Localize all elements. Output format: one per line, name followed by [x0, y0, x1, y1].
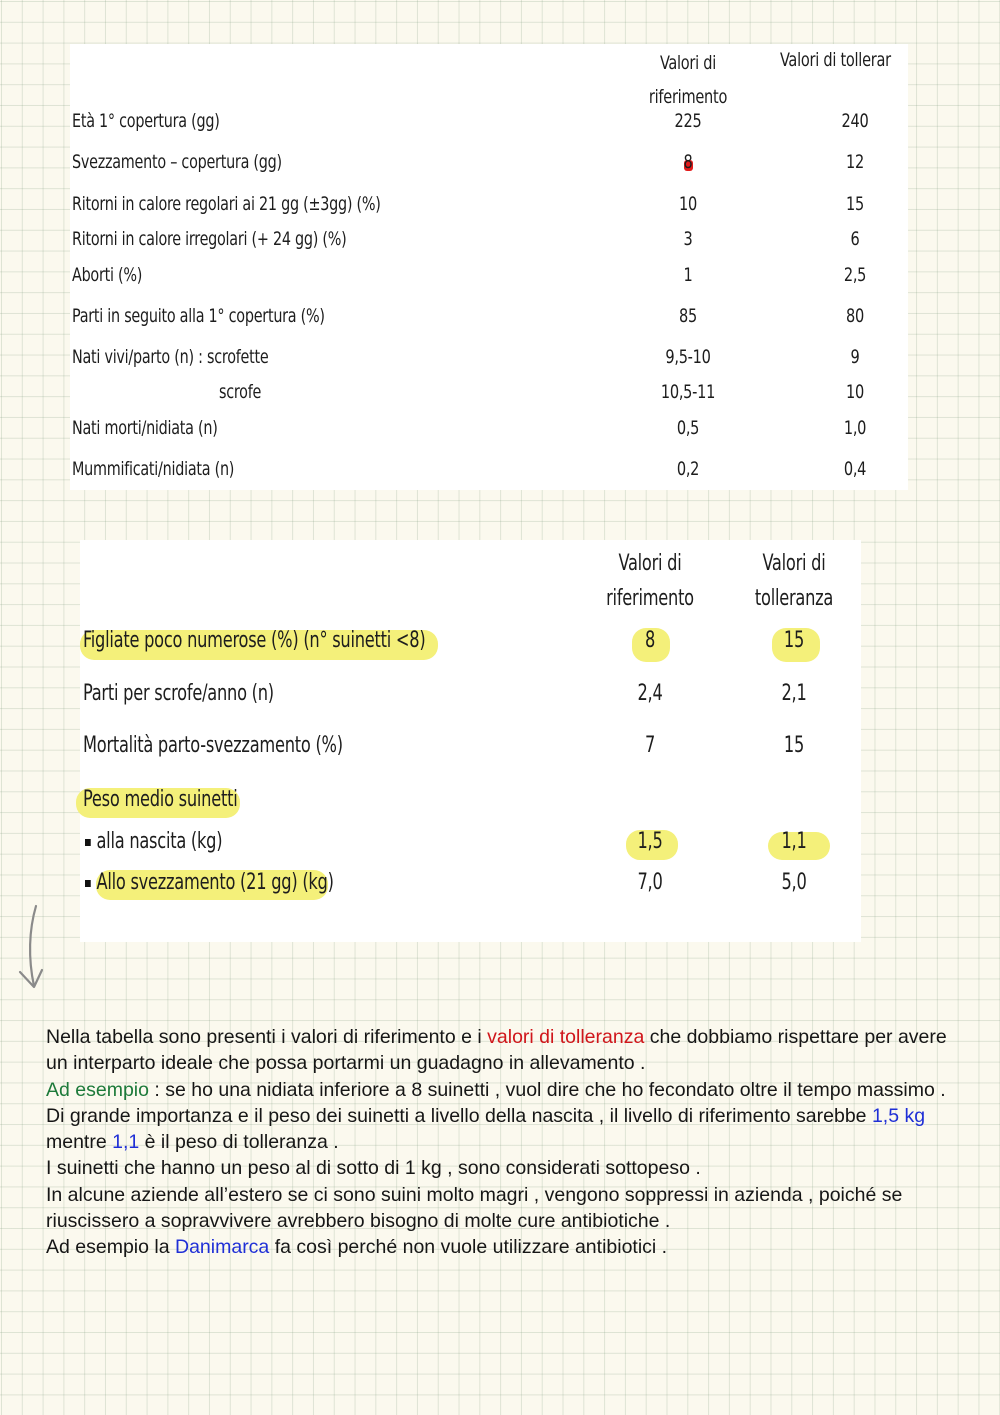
header-reference: Valori di riferimento [606, 551, 694, 611]
note-text: è il peso di tolleranza . [139, 1131, 339, 1154]
row-ref-value: 1 [683, 264, 693, 286]
row-label [85, 870, 334, 895]
note-text: mentre [46, 1131, 113, 1154]
row-label: Parti in seguito alla 1° copertura (%) [72, 305, 325, 327]
row-tol-value: 1,1 [781, 829, 807, 854]
row-ref-value: 0,5 [676, 417, 700, 439]
row-ref-value: 10,5-11 [660, 381, 716, 403]
row-label: Ritorni in calore irregolari (+ 24 gg) (%) [72, 228, 347, 250]
note-paragraph: I suinetti che hanno un peso al di sotto di 1 kg , sono considerati sottopeso . [46, 1157, 701, 1180]
row-tol-value: 15 [783, 628, 805, 653]
row-tol-value: 80 [846, 305, 864, 327]
row-ref-value: 0,2 [676, 458, 700, 480]
row-ref-value: 10 [679, 193, 697, 215]
note-paragraph [46, 1077, 966, 1103]
row-tol-value: 2,1 [781, 681, 807, 706]
row-tol-value: 2,5 [843, 264, 867, 286]
note-text-blue: Danimarca [175, 1236, 270, 1259]
row-tol-value: 12 [846, 151, 864, 173]
row-ref-value: 225 [674, 110, 702, 132]
row-tol-value: 0,4 [843, 458, 867, 480]
row-label: Età 1° copertura (gg) [72, 110, 220, 132]
note-paragraph [46, 1024, 966, 1077]
row-label: Figliate poco numerose (%) (n° suinetti <8) [83, 628, 426, 653]
row-ref-value: 1,5 [637, 829, 663, 854]
row-label-text: alla nascita (kg) [96, 829, 223, 854]
row-tol-value: 5,0 [781, 870, 807, 895]
piglet-table [80, 540, 861, 942]
row-label: Nati vivi/parto (n) : scrofette [72, 346, 269, 368]
note-text-red: valori di tolleranza [487, 1026, 645, 1048]
row-label: Nati morti/nidiata (n) [72, 417, 218, 439]
row-ref-value: 7 [644, 733, 656, 758]
row-ref-value: 85 [679, 305, 697, 327]
note-text: : se ho una nidiata inferiore a 8 suinetti , vuol dire che ho fecondato oltre il tempo massimo . [148, 1078, 946, 1101]
row-label: Parti per scrofe/anno (n) [83, 681, 274, 706]
note-text: Nella tabella sono presenti i valori di riferimento e i [46, 1026, 488, 1048]
row-label: Svezzamento – copertura (gg) [72, 151, 282, 173]
note-text: Ad esempio la [46, 1236, 175, 1259]
row-label: Ritorni in calore regolari ai 21 gg (±3gg) (%) [72, 193, 381, 215]
row-label-text: Allo svezzamento (21 gg) (kg) [96, 870, 334, 895]
bullet-icon [85, 839, 91, 846]
row-label: Mummificati/nidiata (n) [72, 458, 235, 480]
row-tol-value: 10 [846, 381, 864, 403]
header-reference: Valori di riferimento [648, 52, 728, 108]
note-text: Di grande importanza e il peso dei suinetti a livello della nascita , il livello di riferimento sarebbe [46, 1104, 872, 1127]
bullet-icon [85, 880, 91, 887]
row-ref-value: 7,0 [637, 870, 663, 895]
header-tolerance: Valori di tollerar [780, 49, 891, 71]
note-text-blue: 1,5 kg [871, 1104, 926, 1127]
row-label: Aborti (%) [72, 264, 143, 286]
notes-text [46, 1024, 966, 1261]
row-ref-value: 8 [683, 151, 693, 173]
row-tol-value: 15 [783, 733, 805, 758]
reproduction-table [70, 44, 908, 490]
row-tol-value: 6 [850, 228, 860, 250]
row-ref-value: 8 [644, 628, 656, 653]
header-tolerance: Valori di tolleranza [754, 551, 834, 611]
row-tol-value: 9 [850, 346, 860, 368]
curved-down-arrow-icon [14, 900, 54, 992]
note-text-green: Ad esempio [46, 1078, 149, 1101]
row-label: Mortalità parto-svezzamento (%) [83, 733, 343, 758]
row-ref-value: 9,5-10 [665, 346, 711, 368]
note-text: che dobbiamo rispettare per avere un interparto ideale che possa portarmi un guadagno in allevamento . [46, 1026, 947, 1075]
row-label [85, 829, 222, 854]
note-text-blue: 1,1 [112, 1131, 140, 1154]
section-label: Peso medio suinetti [83, 787, 238, 812]
row-ref-value: 2,4 [637, 681, 663, 706]
note-paragraph [46, 1103, 966, 1156]
row-tol-value: 1,0 [843, 417, 867, 439]
note-paragraph: In alcune aziende all’estero se ci sono suini molto magri , vengono soppressi in azienda , poiché se riuscissero a sopravvivere avrebbero bisogno di molte cure antibiotiche . [46, 1183, 903, 1233]
note-paragraph [46, 1234, 966, 1260]
row-label: scrofe [219, 381, 262, 403]
row-ref-value: 3 [683, 228, 693, 250]
row-tol-value: 240 [841, 110, 869, 132]
row-tol-value: 15 [846, 193, 864, 215]
note-text: fa così perché non vuole utilizzare antibiotici . [269, 1236, 668, 1259]
